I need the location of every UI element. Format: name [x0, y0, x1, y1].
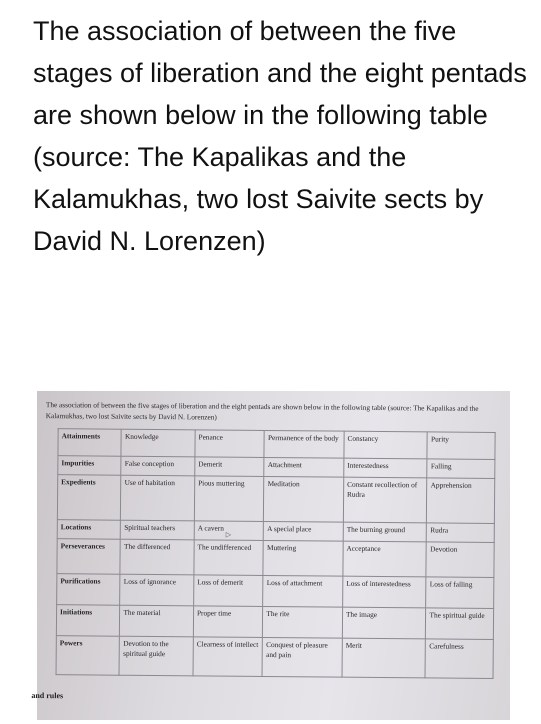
row-header-cell: Powers: [56, 636, 120, 676]
row-header-cell: Expedients: [57, 475, 121, 521]
header-cell: Penance: [195, 430, 265, 458]
table-photo: [31, 391, 510, 720]
table-cell: Loss of falling: [426, 577, 494, 609]
table-header-row: [58, 429, 495, 460]
header-cell: Constancy: [344, 431, 428, 459]
table-cell: The rite: [263, 606, 343, 638]
table-cell: Rudra: [427, 523, 495, 543]
table-photo-content: [31, 391, 510, 724]
table-row: [57, 539, 494, 578]
table-cell: The differenced: [120, 539, 194, 575]
table-cell: Falling: [427, 459, 495, 479]
article-heading: The association of between the five stages of liberation and the eight pentads are shown below in the following table (source: The Kapalikas and the Kalamukhas, two lost Saivite sects by David N. Lorenzen): [33, 16, 527, 256]
table-row: [56, 636, 493, 679]
table-row: [57, 574, 494, 609]
table-cell: Interestedness: [344, 458, 428, 478]
table-caption: The association of between the five stages of liberation and the eight pentads are shown below in the following table (source: The Kapalikas and the Kalamukhas, two lost Saivite sects by David N. Lorenzen): [45, 400, 479, 422]
table-cell: Devotion to the spiritual guide: [119, 636, 193, 676]
table-cell: The image: [342, 607, 426, 639]
table-cell: Muttering: [263, 540, 343, 576]
table-row: [56, 605, 493, 640]
pentads-table: [56, 428, 496, 679]
table-cell: A cavern: [194, 521, 264, 541]
table-cell: Pious muttering: [194, 476, 264, 522]
table-cell: Attachment: [264, 457, 344, 477]
header-cell: Attainments: [58, 429, 122, 457]
table-cell: Spiritual teachers: [121, 520, 195, 540]
table-cell: Merit: [342, 638, 426, 678]
table-cell: Carefulness: [425, 639, 493, 679]
table-cell: The burning ground: [343, 522, 427, 542]
table-cell: Loss of demerit: [194, 575, 264, 607]
header-cell: Knowledge: [121, 429, 195, 457]
header-cell: Purity: [427, 432, 495, 460]
table-cell: Proper time: [193, 606, 263, 638]
table-cell: False conception: [121, 456, 195, 476]
table-row: [57, 475, 494, 524]
table-cell: The spiritual guide: [426, 608, 494, 640]
table-cell: Apprehension: [427, 478, 495, 524]
table-cell: Constant recollection of Rudra: [343, 477, 427, 523]
table-cell: The material: [120, 605, 194, 637]
table-cell: Conquest of pleasure and pain: [262, 637, 342, 677]
table-cell: Loss of attachment: [263, 575, 343, 607]
table-cell: Loss of ignorance: [120, 574, 194, 606]
row-header-cell: Locations: [57, 520, 121, 540]
row-header-cell: Initiations: [56, 605, 120, 637]
table-cell: A special place: [264, 521, 344, 541]
table-cell: Devotion: [426, 542, 494, 578]
cursor-icon: ▷: [225, 530, 232, 539]
row-header-cell: Perseverances: [57, 539, 121, 575]
table-cell: Loss of interestedness: [343, 576, 427, 608]
table-cell: Use of habitation: [121, 475, 195, 521]
table-cell: Clearness of intellect: [193, 637, 263, 677]
table-cell: Meditation: [264, 476, 344, 522]
row-header-cell: Impurities: [58, 456, 122, 476]
row-header-cell: Purifications: [57, 574, 121, 606]
header-cell: Permanence of the body: [264, 430, 344, 458]
table-cell: The undifferenced: [194, 540, 264, 576]
table-cell: Demerit: [195, 457, 265, 477]
table-cell: Acceptance: [343, 541, 427, 577]
cut-off-text: and rules: [31, 690, 64, 701]
